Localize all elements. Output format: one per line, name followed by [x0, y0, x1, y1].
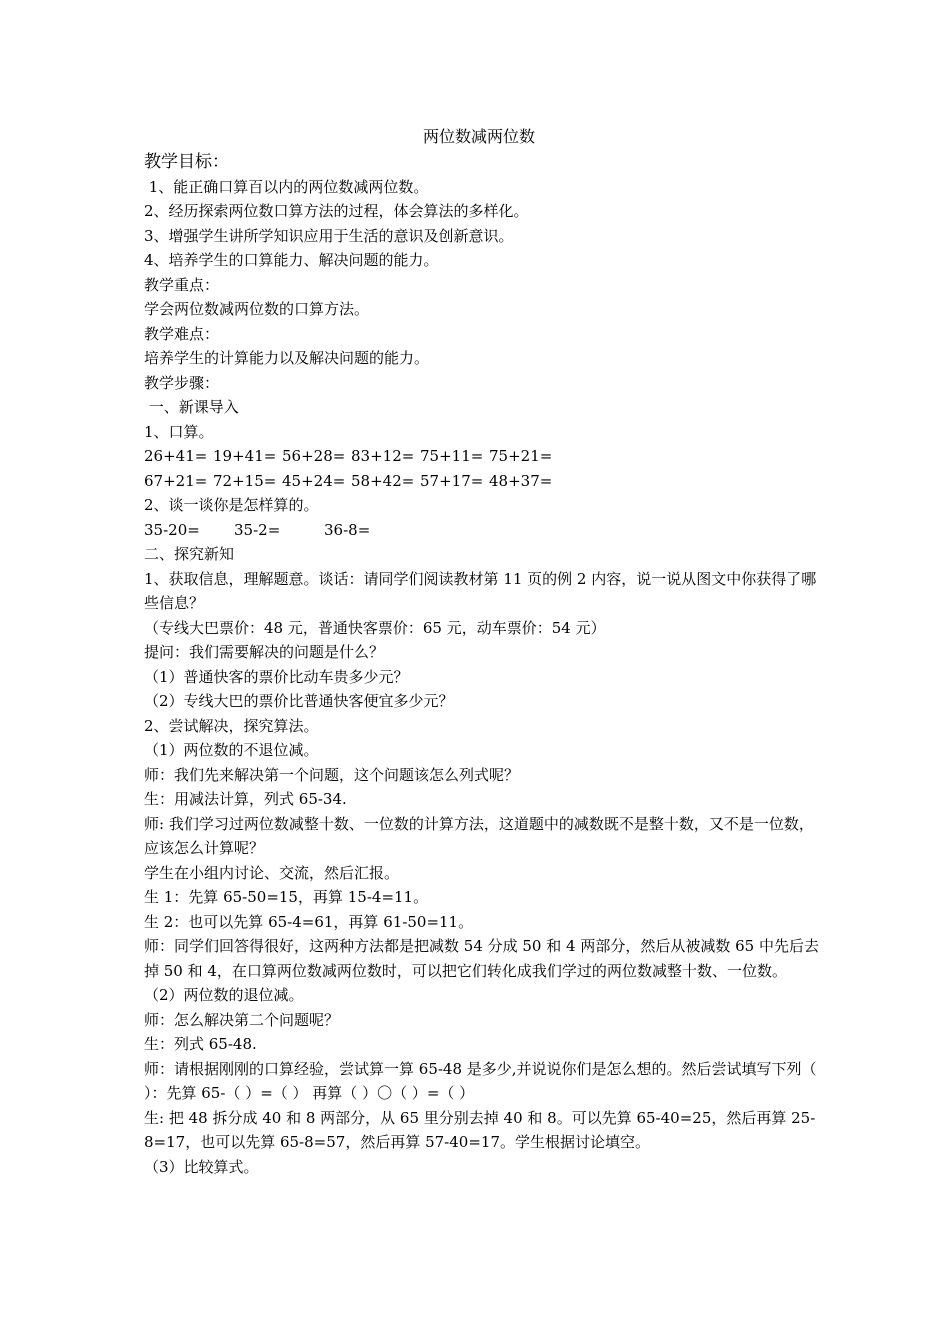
calc-item: 35-2= — [234, 520, 281, 539]
paragraph: 师：请根据刚刚的口算经验，尝试算一算 65-48 是多少,并说说你们是怎么想的。然后尝试填写下列（ ）：先算 65-（ ）=（ ） 再算（ ）〇（ ）=（ ） — [144, 1059, 817, 1102]
difficulty-text: 培养学生的计算能力以及解决问题的能力。 — [144, 349, 430, 367]
calc-item: 75+11= — [420, 447, 484, 465]
section-heading-difficulties: 教学难点： — [144, 324, 220, 343]
paragraph: 师：我们先来解决第一个问题，这个问题该怎么列式呢？ — [144, 765, 520, 784]
calc-item: 48+37= — [489, 471, 553, 490]
calc-item: 35-20= — [144, 520, 200, 539]
calc-row-2 — [144, 469, 824, 494]
paragraph: 生：列式 65-48. — [144, 1035, 257, 1053]
calc-item: 45+24= — [282, 471, 346, 490]
paragraph: 师：同学们回答得很好，这两种方法都是把减数 54 分成 50 和 4 两部分，然后从被减数 65 中先后去掉 50 和 4，在口算两位数减两位数时，可以把它们转化成我们学过的两位数减整十数、一位数。 — [144, 937, 819, 980]
objective-1: 1、能正确口算百以内的两位数减两位数。 — [144, 177, 429, 196]
paragraph: 生：用减法计算，列式 65-34. — [144, 790, 347, 808]
step-intro-heading: 一、新课导入 — [144, 398, 239, 416]
calc-item: 83+12= — [351, 447, 415, 465]
objective-2: 2、经历探索两位数口算方法的过程，体会算法的多样化。 — [144, 202, 529, 220]
calc-row-3 — [144, 518, 824, 543]
section-heading-steps: 教学步骤： — [144, 373, 220, 392]
objective-3: 3、增强学生讲所学知识应用于生活的意识及创新意识。 — [144, 226, 514, 245]
calc-item: 58+42= — [351, 471, 415, 490]
paragraph: 1、获取信息，理解题意。谈话：请同学们阅读教材第 11 页的例 2 内容，说一说从图文中你获得了哪些信息？ — [144, 569, 817, 612]
paragraph: （专线大巴票价：48 元，普通快客票价：65 元，动车票价：54 元） — [144, 618, 606, 637]
paragraph: 师：怎么解决第二个问题呢？ — [144, 1010, 340, 1029]
paragraph: 学生在小组内讨论、交流，然后汇报。 — [144, 863, 400, 882]
calc-row-1 — [144, 444, 824, 469]
talk-prompt: 2、谈一谈你是怎样算的。 — [144, 496, 319, 514]
paragraph: （2）专线大巴的票价比普通快客便宜多少元？ — [144, 692, 454, 710]
document-body — [144, 124, 824, 1179]
paragraph: 师: 我们学习过两位数减整十数、一位数的计算方法，这道题中的减数既不是整十数，又不是一位数，应该怎么计算呢？ — [144, 814, 814, 857]
section-heading-objectives: 教学目标： — [144, 152, 229, 172]
objective-4: 4、培养学生的口算能力、解决问题的能力。 — [144, 251, 439, 269]
paragraph: （2）两位数的退位减。 — [144, 986, 304, 1004]
calc-item: 19+41= — [213, 447, 277, 465]
paragraph: 生 1：先算 65-50=15，再算 15-4=11。 — [144, 888, 429, 906]
calc-item: 67+21= — [144, 471, 208, 490]
oral-calc-label: 1、口算。 — [144, 422, 214, 441]
section-heading-key-points: 教学重点： — [144, 275, 220, 294]
calc-item: 57+17= — [420, 471, 484, 490]
paragraph: 生 2：也可以先算 65-4=61，再算 61-50=11。 — [144, 912, 474, 931]
paragraph: 提问：我们需要解决的问题是什么？ — [144, 643, 385, 661]
calc-item: 72+15= — [213, 471, 277, 490]
key-point-text: 学会两位数减两位数的口算方法。 — [144, 300, 370, 318]
calc-item: 26+41= — [144, 447, 208, 465]
paragraph: （1）两位数的不退位减。 — [144, 741, 319, 759]
section-heading-explore: 二、探究新知 — [144, 545, 235, 563]
paragraph: 生: 把 48 拆分成 40 和 8 两部分，从 65 里分别去掉 40 和 8。可以先算 65-40=25，然后再算 25-8=17，也可以先算 65-8=57，然后再算 57-40=17。学生根据讨论填空。 — [144, 1108, 816, 1151]
calc-item: 75+21= — [489, 447, 553, 465]
paragraph: 2、尝试解决，探究算法。 — [144, 716, 319, 735]
paragraph: （1）普通快客的票价比动车贵多少元？ — [144, 667, 409, 686]
calc-item: 56+28= — [282, 447, 346, 465]
calc-item: 36-8= — [324, 520, 371, 539]
paragraph: （3）比较算式。 — [144, 1157, 259, 1176]
document-title: 两位数减两位数 — [422, 127, 535, 146]
